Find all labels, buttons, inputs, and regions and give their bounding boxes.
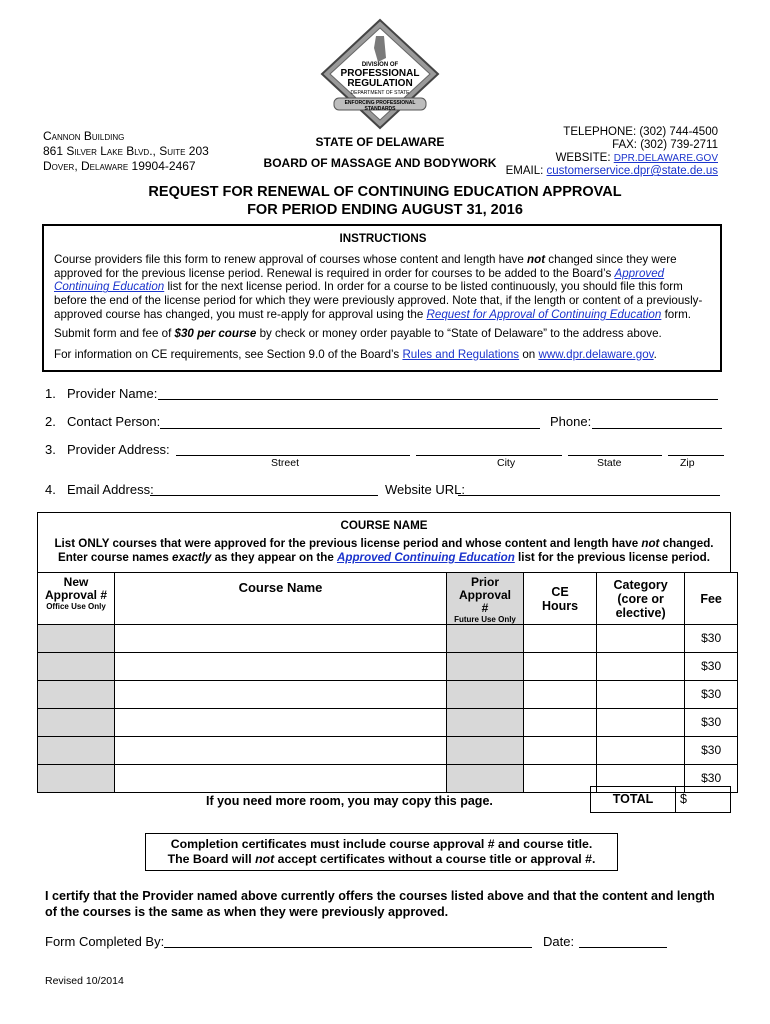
- city-caption: City: [497, 457, 516, 469]
- course-name-header: Course Name: [115, 573, 447, 625]
- instructions-box: [42, 224, 722, 372]
- category-cell[interactable]: [597, 708, 685, 736]
- course-name-cell[interactable]: [115, 708, 447, 736]
- category-header: [597, 573, 685, 625]
- course-name-cell[interactable]: [115, 652, 447, 680]
- rules-link[interactable]: Rules and Regulations: [402, 347, 520, 361]
- instructions-paragraph-3: [54, 348, 712, 362]
- logo-ribbon: ENFORCING PROFESSIONAL STANDARDS: [344, 100, 416, 112]
- table-row: [38, 708, 738, 736]
- field-number-4: 4.: [45, 482, 56, 497]
- course-table-header: [38, 573, 738, 625]
- fax: FAX: (302) 739-2711: [612, 139, 718, 151]
- notice-line1: Completion certificates must include course approval # and course title.: [170, 837, 593, 851]
- future-use-label: Future Use Only: [454, 615, 516, 624]
- course-name-cell[interactable]: [115, 764, 447, 792]
- ce-hours-cell[interactable]: [524, 680, 597, 708]
- notice-line2: [146, 852, 617, 867]
- state-name: STATE OF DELAWARE: [315, 135, 445, 149]
- p2-text-a: Submit form and fee of: [54, 326, 175, 340]
- course-name-cell[interactable]: [115, 736, 447, 764]
- contact-block: [500, 126, 718, 178]
- fee-cell: $30: [685, 652, 738, 680]
- category-cell[interactable]: [597, 736, 685, 764]
- prior-approval-header: [447, 573, 524, 625]
- address-line1: Cannon Building: [43, 129, 125, 143]
- address-line3: Dover, Delaware 19904-2467: [43, 159, 196, 173]
- notice-line2-a: The Board will: [167, 852, 256, 866]
- fee-cell: $30: [685, 625, 738, 653]
- website-url-field[interactable]: [458, 495, 720, 496]
- table-row: [38, 652, 738, 680]
- form-title-line2: FOR PERIOD ENDING AUGUST 31, 2016: [247, 202, 523, 218]
- prior-approval-cell: [447, 680, 524, 708]
- prior-approval-cell: [447, 625, 524, 653]
- table-row: [38, 736, 738, 764]
- prior-approval-cell: [447, 652, 524, 680]
- website-link[interactable]: DPR.DELAWARE.GOV: [613, 153, 718, 164]
- ce-hours-label: CE Hours: [542, 584, 579, 613]
- new-approval-cell: [38, 652, 115, 680]
- contact-person-field[interactable]: [160, 428, 540, 429]
- course-name-cell[interactable]: [115, 680, 447, 708]
- fee-cell: $30: [685, 680, 738, 708]
- ce-hours-cell[interactable]: [524, 764, 597, 792]
- field-number-3: 3.: [45, 442, 56, 457]
- course-instruction-line1: [38, 537, 730, 552]
- date-label: Date:: [543, 934, 575, 949]
- office-use-label: Office Use Only: [46, 602, 106, 611]
- course-line2-a: Enter course names: [57, 551, 173, 564]
- new-approval-cell: [38, 680, 115, 708]
- course-name-heading: COURSE NAME: [340, 519, 428, 532]
- p1-text-a: Course providers file this form to renew approval of courses whose content and length have: [54, 252, 528, 266]
- instructions-paragraph-1: [54, 253, 712, 322]
- certification-statement: I certify that the Provider named above currently offers the courses listed above and that the content and length of the courses is the same as when they were previously approved.: [45, 889, 715, 919]
- form-completed-label: Form Completed By:: [45, 934, 165, 949]
- ce-hours-cell[interactable]: [524, 652, 597, 680]
- p1-not: not: [527, 252, 546, 266]
- revised-date: Revised 10/2014: [45, 975, 124, 987]
- phone-label: Phone:: [550, 414, 592, 429]
- request-approval-link[interactable]: Request for Approval of Continuing Education: [426, 307, 662, 321]
- address-line2: 861 Silver Lake Blvd., Suite 203: [43, 144, 209, 158]
- course-line2-b: as they appear on the: [211, 551, 338, 564]
- p3-text-b: on: [519, 347, 539, 361]
- new-approval-cell: [38, 625, 115, 653]
- p1-text-c: list for the next license period. In order for a course to be listed continuously, you should file this form before the end of the license period for which they were previously approved. Note that, if the length or content of a previously-approved course has changed, you must re-apply for approval using the: [54, 280, 703, 321]
- p2-fee: $30 per course: [174, 326, 257, 340]
- email-link[interactable]: customerservice.dpr@state.de.us: [546, 165, 718, 177]
- course-line2-c: list for the previous license period.: [514, 551, 710, 564]
- form-title-line1: REQUEST FOR RENEWAL OF CONTINUING EDUCATION APPROVAL: [148, 184, 622, 200]
- state-caption: State: [597, 457, 622, 469]
- course-line1-not: not: [641, 536, 660, 550]
- category-cell[interactable]: [597, 625, 685, 653]
- phone-field[interactable]: [592, 428, 722, 429]
- zip-field[interactable]: [668, 455, 724, 456]
- website-line: [500, 152, 718, 165]
- notice-line2-b: accept certificates without a course title or approval #.: [274, 852, 596, 866]
- course-approved-ce-link[interactable]: Approved Continuing Education: [337, 551, 515, 564]
- course-line1-a: List ONLY courses that were approved for the previous license period and whose content and length have: [54, 536, 642, 550]
- p3-text-c: .: [653, 347, 657, 361]
- form-completed-field[interactable]: [164, 947, 532, 948]
- email-label: EMAIL:: [505, 165, 547, 177]
- provider-name-field[interactable]: [158, 399, 718, 400]
- zip-caption: Zip: [680, 457, 695, 469]
- ce-hours-cell[interactable]: [524, 625, 597, 653]
- logo-line1: DIVISION OF: [361, 62, 399, 68]
- course-instruction-line2: [38, 551, 730, 566]
- email-field[interactable]: [150, 495, 378, 496]
- field-number-2: 2.: [45, 414, 56, 429]
- website-label: WEBSITE:: [555, 152, 614, 164]
- fee-cell: $30: [685, 764, 738, 792]
- p1-text-b: changed since they were approved for the previous license period. Renewal is required in order for courses to be added to the Board’s: [54, 252, 677, 280]
- total-dollar-sign: $: [680, 792, 687, 806]
- instructions-paragraph-2: [54, 327, 712, 341]
- logo-line2: PROFESSIONAL: [340, 68, 420, 79]
- new-approval-cell: [38, 764, 115, 792]
- table-row: [38, 625, 738, 653]
- board-name: BOARD OF MASSAGE AND BODYWORK: [263, 156, 497, 170]
- fee-header: Fee: [685, 573, 738, 625]
- course-line2-exactly: exactly: [172, 551, 212, 564]
- category-label: Category (core or elective): [613, 577, 668, 620]
- course-name-cell[interactable]: [115, 625, 447, 653]
- course-table: [37, 572, 738, 793]
- course-header-box: [37, 512, 731, 573]
- course-line1-b: changed.: [659, 536, 714, 550]
- logo-line3: REGULATION: [347, 78, 413, 89]
- fee-cell: $30: [685, 736, 738, 764]
- category-cell[interactable]: [597, 652, 685, 680]
- ce-hours-header: [524, 573, 597, 625]
- contact-person-label: Contact Person:: [67, 414, 161, 429]
- website-url-label: Website URL:: [385, 482, 465, 497]
- total-field[interactable]: [675, 786, 731, 813]
- provider-address-label: Provider Address:: [67, 442, 170, 457]
- telephone: TELEPHONE: (302) 744-4500: [563, 126, 718, 138]
- new-approval-cell: [38, 708, 115, 736]
- p1-text-d: form.: [661, 307, 691, 321]
- division-logo: [318, 18, 442, 130]
- approved-ce-link[interactable]: Approved Continuing Education: [54, 266, 665, 294]
- p3-text-a: For information on CE requirements, see Section 9.0 of the Board’s: [54, 347, 403, 361]
- p2-text-b: by check or money order payable to “State of Delaware” to the address above.: [256, 326, 662, 340]
- field-number-1: 1.: [45, 386, 56, 401]
- more-room-note: If you need more room, you may copy this page.: [206, 794, 493, 808]
- prior-approval-cell: [447, 764, 524, 792]
- fee-cell: $30: [685, 708, 738, 736]
- street-caption: Street: [271, 457, 300, 469]
- email-line: [500, 165, 718, 178]
- category-cell[interactable]: [597, 680, 685, 708]
- email-label: Email Address:: [67, 482, 154, 497]
- notice-not: not: [255, 852, 275, 866]
- table-row: [38, 680, 738, 708]
- prior-approval-cell: [447, 736, 524, 764]
- new-approval-cell: [38, 736, 115, 764]
- new-approval-label: New Approval #: [44, 575, 107, 602]
- prior-approval-label: Prior Approval #: [459, 575, 512, 615]
- dpr-website-link[interactable]: www.dpr.delaware.gov: [538, 347, 654, 361]
- city-field[interactable]: [416, 455, 562, 456]
- provider-name-label: Provider Name:: [67, 386, 158, 401]
- certificate-notice: [145, 833, 618, 871]
- ce-hours-cell[interactable]: [524, 736, 597, 764]
- ce-hours-cell[interactable]: [524, 708, 597, 736]
- logo-line4: DEPARTMENT OF STATE: [350, 90, 410, 96]
- new-approval-header: [38, 573, 115, 625]
- prior-approval-cell: [447, 708, 524, 736]
- state-field[interactable]: [568, 455, 662, 456]
- total-label: TOTAL: [590, 786, 676, 813]
- street-field[interactable]: [176, 455, 410, 456]
- instructions-heading: INSTRUCTIONS: [339, 232, 427, 245]
- date-field[interactable]: [579, 947, 667, 948]
